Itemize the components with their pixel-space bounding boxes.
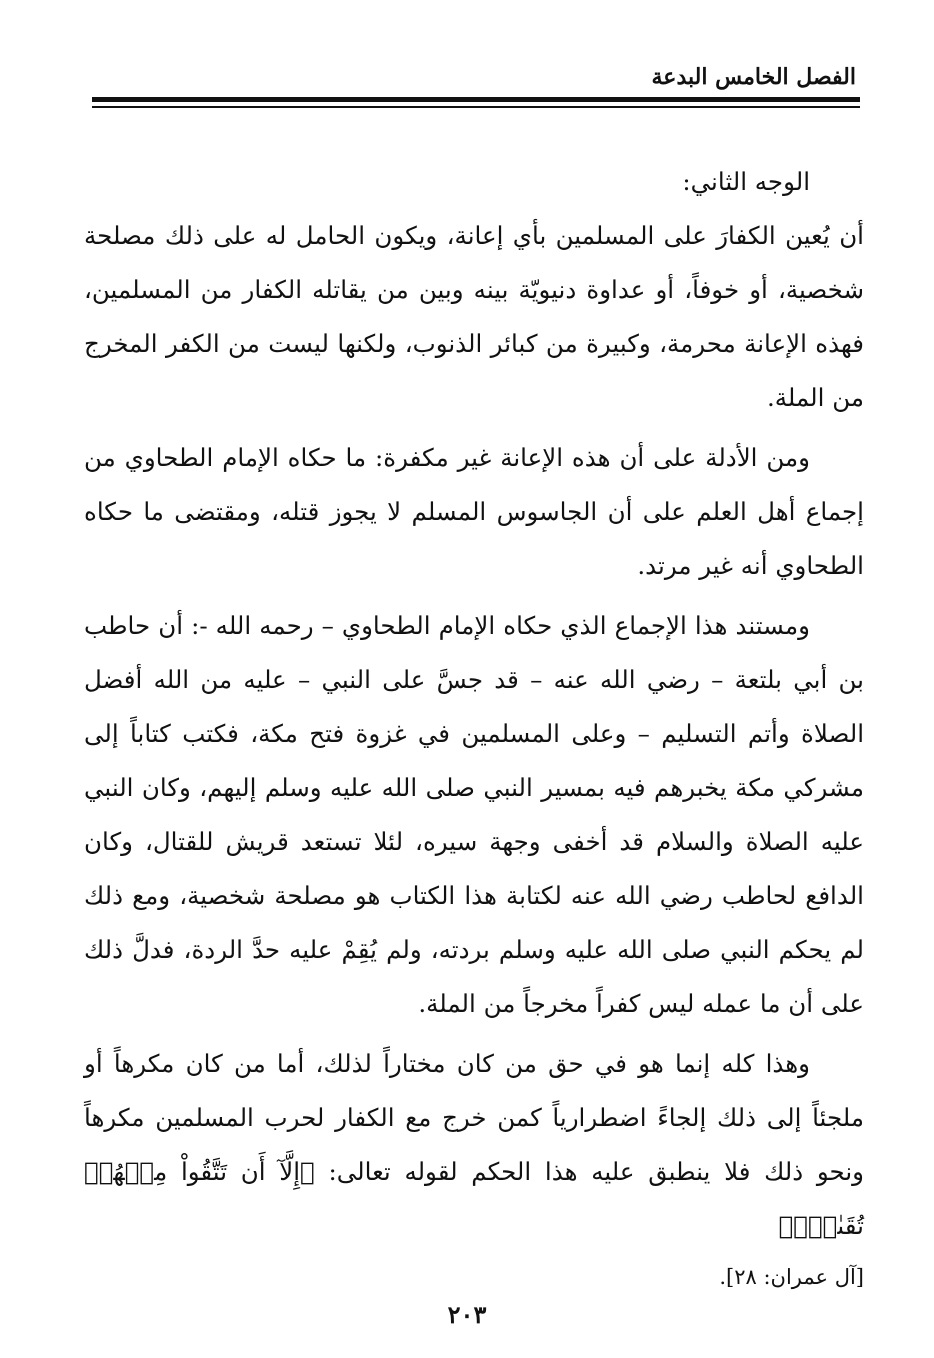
paragraph-1: أن يُعين الكفارَ على المسلمين بأي إعانة، ويكون الحامل له على ذلك مصلحة شخصية، أو خوفاً، أو عداوة دنيويّة بينه وبين من يقاتله الكفار من المسلمين، فهذه الإعانة محرمة، وكبيرة من كبائر الذنوب، ولكنها ليست من الكفر المخرج من الملة.: [84, 221, 864, 412]
paragraph-4: وهذا كله إنما هو في حق من كان مختاراً لذلك، أما من كان مكرهاً أو ملجئاً إلى ذلك إلجاءً اضطرارياً كمن خرج مع الكفار لحرب المسلمين مكرهاً ونحو ذلك فلا ينطبق عليه هذا الحكم لقوله تعالى: ﴿إِلَّآ أَن تَتَّقُواْ مِنۡهُمۡ تُقَىٰةٗۗ﴾: [84, 1049, 864, 1240]
paragraph-2: ومن الأدلة على أن هذه الإعانة غير مكفرة: ما حكاه الإمام الطحاوي من إجماع أهل العلم على أن الجاسوس المسلم لا يجوز قتله، ومقتضى ما حكاه الطحاوي أنه غير مرتد.: [84, 443, 864, 580]
quran-reference: [آل عمران: ٢٨].: [719, 1265, 864, 1289]
page-number: ٢٠٣: [447, 1300, 487, 1329]
section-heading: الوجه الثاني:: [682, 167, 810, 196]
header-rule-thick: [92, 97, 860, 102]
body-text: [84, 155, 864, 1301]
paragraph-3: ومستند هذا الإجماع الذي حكاه الإمام الطحاوي – رحمه الله -: أن حاطب بن أبي بلتعة – رضي الله عنه – قد جسَّ على النبي – عليه من الله أفضل الصلاة وأتم التسليم – وعلى المسلمين في غزوة فتح مكة، فكتب كتاباً إلى مشركي مكة يخبرهم فيه بمسير النبي صلى الله عليه وسلم إليهم، وكان النبي عليه الصلاة والسلام قد أخفى وجهة سيره، لئلا تستعد قريش للقتال، وكان الدافع لحاطب رضي الله عنه لكتابة هذا الكتاب هو مصلحة شخصية، ومع ذلك لم يحكم النبي صلى الله عليه وسلم بردته، ولم يُقِمْ عليه حدَّ الردة، فدلَّ ذلك على أن ما عمله ليس كفراً مخرجاً من الملة.: [84, 611, 864, 1018]
running-header: الفصل الخامس البدعة: [651, 64, 856, 90]
header-rule-thin: [92, 106, 860, 108]
